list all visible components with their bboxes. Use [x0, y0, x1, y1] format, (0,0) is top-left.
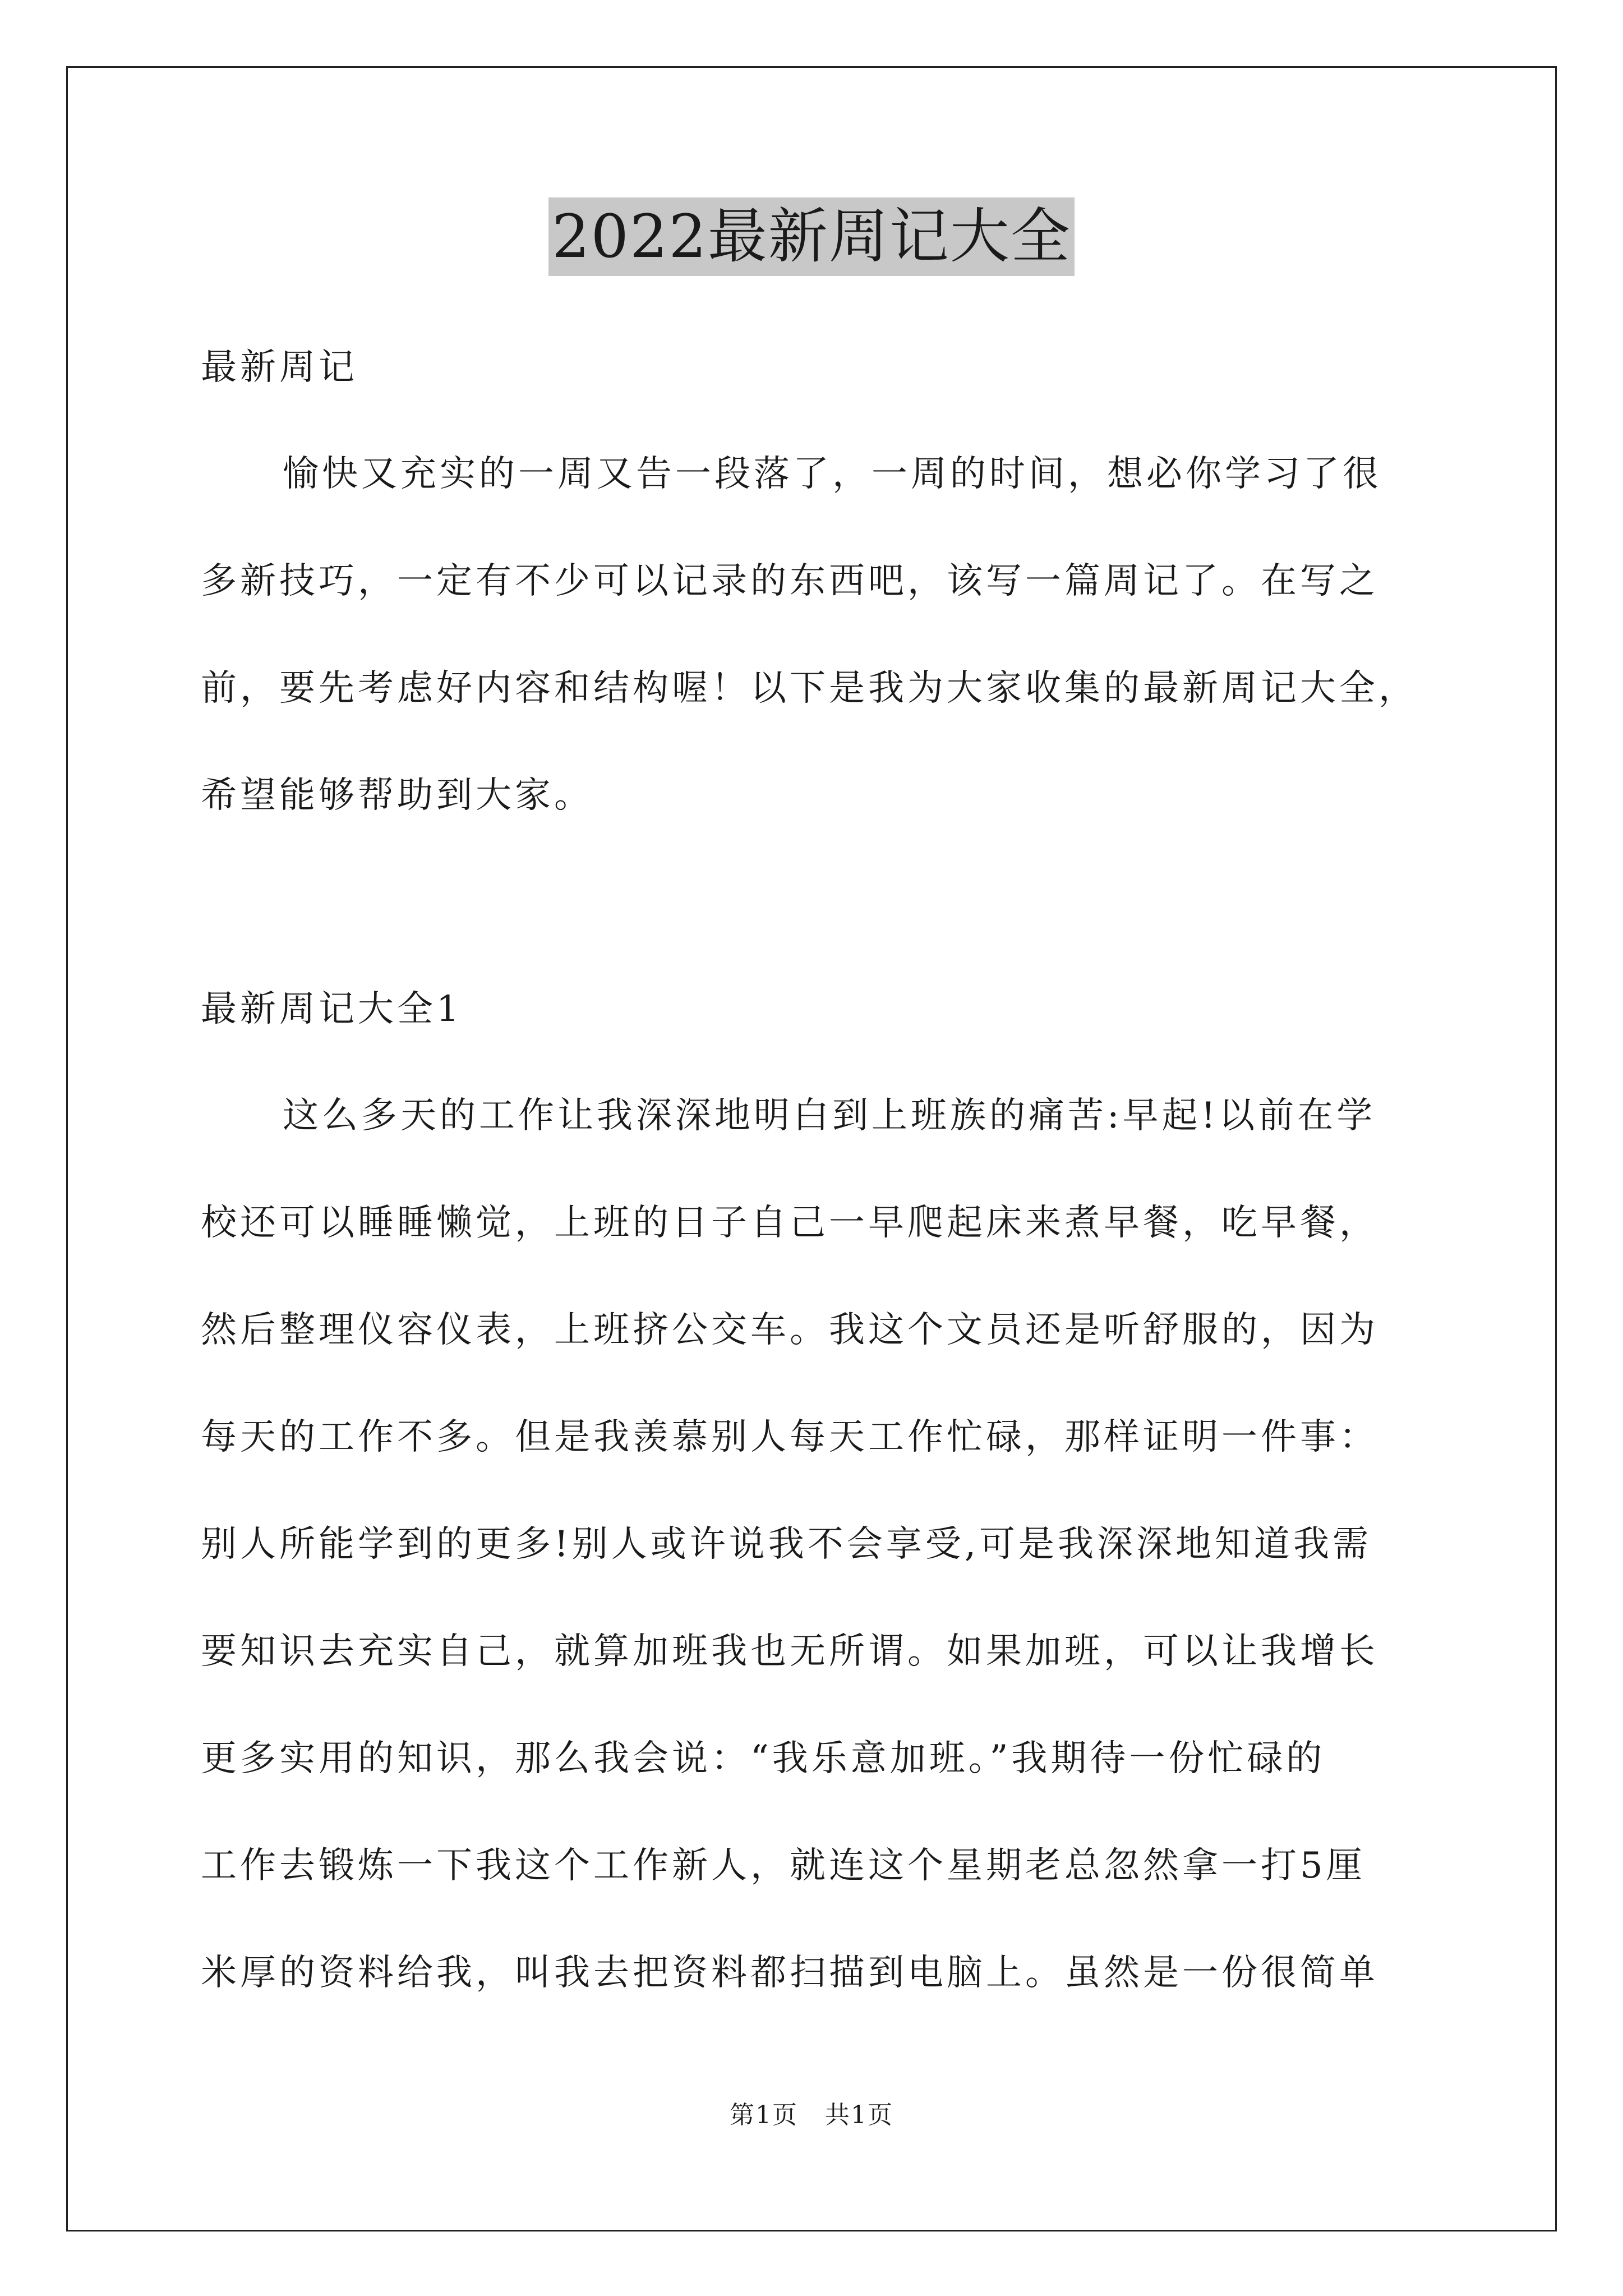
- paragraph-line: 米厚的资料给我，叫我去把资料都扫描到电脑上。虽然是一份很简单: [201, 1952, 1378, 1994]
- paragraph-line: 希望能够帮助到大家。: [201, 775, 593, 816]
- section-spacer: [201, 849, 1435, 956]
- paragraph-line: 要知识去充实自己，就算加班我也无所谓。如果加班，可以让我增长: [201, 1631, 1378, 1672]
- section-heading: 最新周记: [201, 347, 358, 388]
- paragraph-line: 每天的工作不多。但是我羡慕别人每天工作忙碌，那样证明一件事：: [201, 1416, 1378, 1458]
- paragraph-line: 别人所能学到的更多!别人或许说我不会享受,可是我深深地知道我需: [201, 1524, 1372, 1565]
- title-container: [0, 197, 1623, 276]
- paragraph-line: 然后整理仪容仪表，上班挤公交车。我这个文员还是听舒服的，因为: [201, 1309, 1378, 1351]
- paragraph-line: 前，要先考虑好内容和结构喔！以下是我为大家收集的最新周记大全，: [201, 668, 1418, 709]
- document-body: [201, 314, 1435, 2027]
- paragraph-line: 校还可以睡睡懒觉，上班的日子自己一早爬起床来煮早餐，吃早餐，: [201, 1202, 1378, 1244]
- paragraph-line: 工作去锻炼一下我这个工作新人，就连这个星期老总忽然拿一打5厘: [201, 1845, 1366, 1887]
- paragraph-line: 愉快又充实的一周又告一段落了，一周的时间，想必你学习了很: [283, 453, 1382, 495]
- section-heading: 最新周记大全1: [201, 988, 463, 1030]
- paragraph-line: 更多实用的知识，那么我会说：“我乐意加班。”我期待一份忙碌的: [201, 1738, 1326, 1779]
- page-number-footer: 第1页 共1页: [730, 2101, 893, 2129]
- document-title: 2022最新周记大全: [548, 197, 1075, 276]
- paragraph-line: 这么多天的工作让我深深地明白到上班族的痛苦:早起!以前在学: [283, 1095, 1376, 1137]
- paragraph-line: 多新技巧，一定有不少可以记录的东西吧，该写一篇周记了。在写之: [201, 560, 1378, 602]
